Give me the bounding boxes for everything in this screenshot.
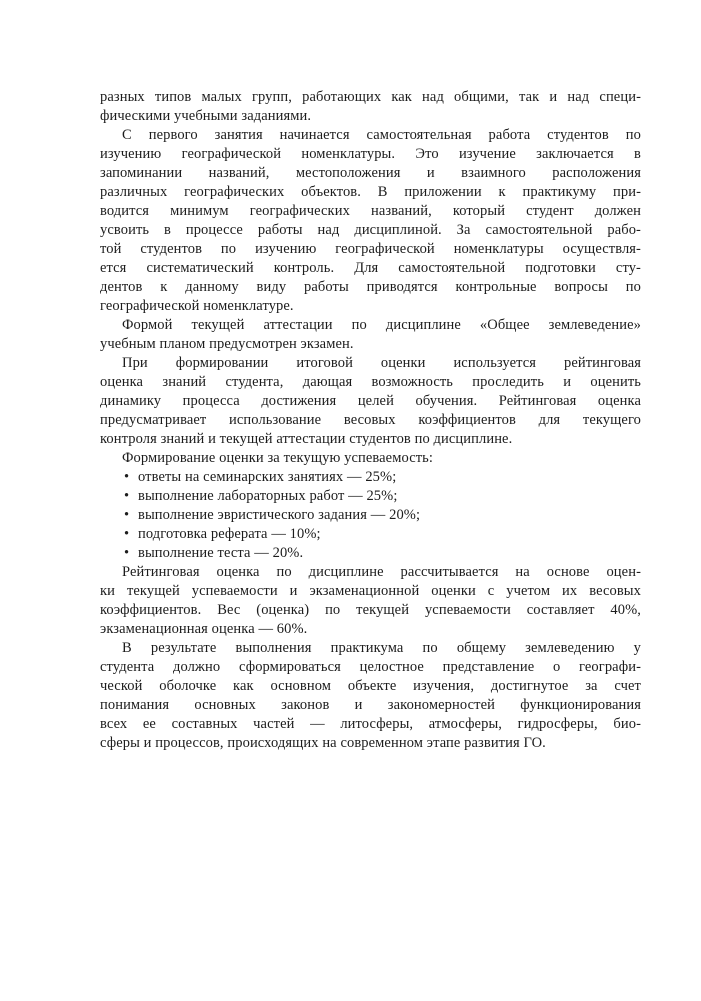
bullet-icon: • <box>124 526 130 542</box>
text-line: запоминании названий, местоположения и взаимного расположения <box>100 165 641 181</box>
paragraph <box>100 563 641 639</box>
list-item <box>100 506 641 525</box>
paragraph <box>100 354 641 449</box>
text-line: учебным планом предусмотрен экзамен. <box>100 336 354 352</box>
bullet-icon: • <box>124 469 130 485</box>
text-line: разных типов малых групп, работающих как над общими, так и над специ- <box>100 89 641 105</box>
text-line: динамику процесса достижения целей обучения. Рейтинговая оценка <box>100 393 641 409</box>
list-item-text: ответы на семинарских занятиях — 25%; <box>138 469 397 485</box>
bullet-icon: • <box>124 488 130 504</box>
list-item <box>100 487 641 506</box>
list-item <box>100 468 641 487</box>
paragraph <box>100 126 641 316</box>
text-line: контроля знаний и текущей аттестации студентов по дисциплине. <box>100 431 513 447</box>
text-line: оценка знаний студента, дающая возможность проследить и оценить <box>100 374 641 390</box>
list-item-text: выполнение теста — 20%. <box>138 545 304 561</box>
text-line: студента должно сформироваться целостное представление о географи- <box>100 659 641 675</box>
text-line: Формой текущей аттестации по дисциплине «Общее землеведение» <box>122 317 641 333</box>
text-line: всех ее составных частей — литосферы, атмосферы, гидросферы, био- <box>100 716 641 732</box>
text-line: Рейтинговая оценка по дисциплине рассчитывается на основе оцен- <box>122 564 641 580</box>
paragraph <box>100 449 641 468</box>
text-line: С первого занятия начинается самостоятельная работа студентов по <box>122 127 641 143</box>
text-line: различных географических объектов. В приложении к практикуму при- <box>100 184 641 200</box>
text-line: коэффициентов. Вес (оценка) по текущей успеваемости составляет 40%, <box>100 602 641 618</box>
list-item-text: подготовка реферата — 10%; <box>138 526 321 542</box>
text-line: дентов к данному виду работы приводятся контрольные вопросы по <box>100 279 641 295</box>
text-line: ки текущей успеваемости и экзаменационной оценки с учетом их весовых <box>100 583 641 599</box>
text-line: В результате выполнения практикума по общему землеведению у <box>122 640 641 656</box>
text-line: ется систематический контроль. Для самостоятельной подготовки сту- <box>100 260 641 276</box>
text-line: водится минимум географических названий, который студент должен <box>100 203 641 219</box>
paragraph <box>100 316 641 354</box>
bullet-list <box>100 468 641 563</box>
list-item-text: выполнение лабораторных работ — 25%; <box>138 488 398 504</box>
paragraph <box>100 639 641 753</box>
bullet-icon: • <box>124 507 130 523</box>
text-line: географической номенклатуре. <box>100 298 294 314</box>
text-line: экзаменационная оценка — 60%. <box>100 621 308 637</box>
list-item <box>100 525 641 544</box>
text-line: фическими учебными заданиями. <box>100 108 312 124</box>
paragraph <box>100 88 641 126</box>
text-line: Формирование оценки за текущую успеваемость: <box>122 450 434 466</box>
text-line: усвоить в процессе работы над дисциплиной. За самостоятельной рабо- <box>100 222 641 238</box>
text-line: предусматривает использование весовых коэффициентов для текущего <box>100 412 641 428</box>
list-item <box>100 544 641 563</box>
text-line: понимания основных законов и закономерностей функционирования <box>100 697 641 713</box>
list-item-text: выполнение эвристического задания — 20%; <box>138 507 421 523</box>
text-line: При формировании итоговой оценки используется рейтинговая <box>122 355 641 371</box>
text-line: сферы и процессов, происходящих на современном этапе развития ГО. <box>100 735 546 751</box>
text-line: той студентов по изучению географической номенклатуры осуществля- <box>100 241 641 257</box>
text-line: ческой оболочке как основном объекте изучения, достигнутое за счет <box>100 678 641 694</box>
document-text <box>100 88 641 753</box>
text-line: изучению географической номенклатуры. Это изучение заключается в <box>100 146 641 162</box>
bullet-icon: • <box>124 545 130 561</box>
